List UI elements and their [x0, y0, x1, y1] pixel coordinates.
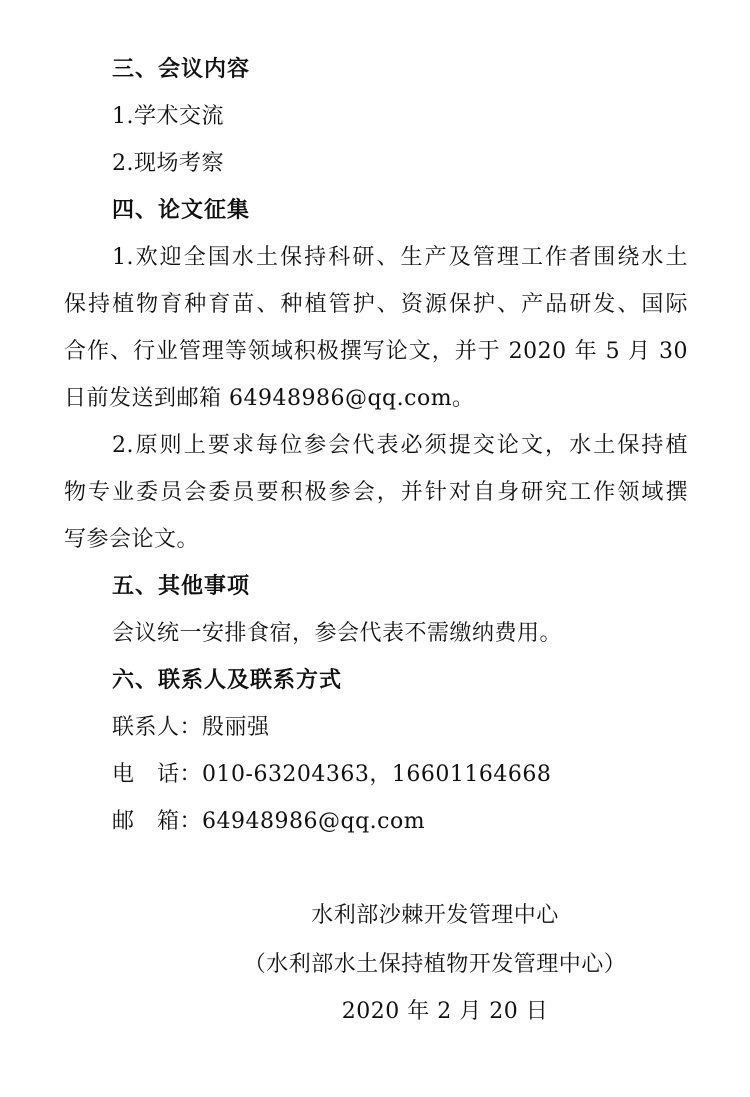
section-heading-other-matters: 五、其他事项	[112, 574, 251, 599]
list-item: 2.现场考察	[112, 151, 224, 176]
contact-person-row	[112, 714, 270, 742]
paragraph-line: 保持植物育种育苗、种植管护、资源保护、产品研发、国际	[64, 292, 688, 317]
paragraph-line: 合作、行业管理等领域积极撰写论文，并于 2020 年 5 月 30	[64, 339, 688, 364]
list-item: 1.学术交流	[112, 104, 224, 129]
paragraph-line: 2.原则上要求每位参会代表必须提交论文，水土保持植	[112, 433, 688, 458]
section-heading-meeting-content: 三、会议内容	[112, 57, 251, 82]
paragraph-line: 会议统一安排食宿，参会代表不需缴纳费用。	[112, 621, 563, 646]
contact-person-label: 联系人：	[112, 715, 203, 740]
section-heading-paper-collection: 四、论文征集	[112, 198, 251, 223]
email-value: 64948986@qq.com	[202, 809, 426, 834]
signature-organization: 水利部沙棘开发管理中心	[311, 903, 559, 928]
signature-organization-alt: （水利部水土保持植物开发管理中心）	[243, 952, 627, 977]
email-row	[112, 808, 425, 836]
phone-label: 电 话：	[112, 762, 203, 787]
section-heading-contact: 六、联系人及联系方式	[112, 668, 343, 693]
phone-row	[112, 761, 551, 789]
paragraph-line: 写参会论文。	[64, 527, 200, 552]
paragraph-line: 物专业委员会委员要积极参会，并针对自身研究工作领域撰	[64, 480, 688, 505]
email-label: 邮 箱：	[112, 809, 203, 834]
signature-date: 2020 年 2 月 20 日	[341, 999, 549, 1024]
paragraph-line: 日前发送到邮箱 64948986@qq.com。	[64, 386, 475, 411]
contact-person-value: 殷丽强	[202, 715, 270, 740]
paragraph-line: 1.欢迎全国水土保持科研、生产及管理工作者围绕水土	[112, 245, 688, 270]
phone-value: 010-63204363，16601164668	[202, 762, 552, 787]
